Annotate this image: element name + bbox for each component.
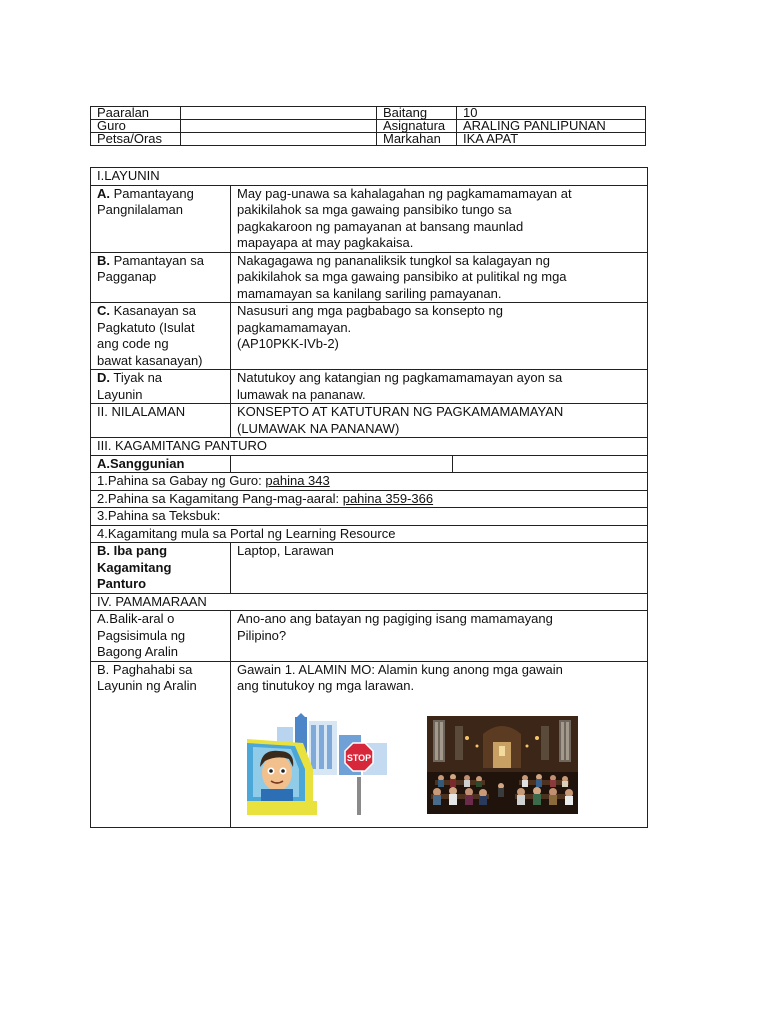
sanggunian-item-row xyxy=(91,508,648,526)
nilalaman-row xyxy=(91,404,648,438)
layunin-a-letter: A. xyxy=(97,185,110,201)
layunin-c-text xyxy=(231,303,648,370)
balik-aral-row xyxy=(91,611,648,662)
paaralan-value xyxy=(181,107,377,120)
guro-label: Guro xyxy=(91,120,181,133)
layunin-heading-row xyxy=(91,168,648,186)
church-interior-image xyxy=(427,716,578,814)
layunin-d-label xyxy=(91,370,231,404)
label-line: B. Iba pang xyxy=(97,543,168,558)
text-line: pagkamamamayan. xyxy=(237,319,352,335)
sanggunian-item-3: 3.Pahina sa Teksbuk: xyxy=(91,508,648,526)
balik-aral-text xyxy=(231,611,648,662)
activity-images xyxy=(237,695,641,827)
layunin-heading: I.LAYUNIN xyxy=(91,168,648,186)
nilalaman-text xyxy=(231,404,648,438)
layunin-b-row xyxy=(91,252,648,303)
header-row-2 xyxy=(91,120,646,133)
text-line: pakikilahok sa mga gawaing pansibiko at pulitikal ng mga xyxy=(237,269,567,284)
layunin-c-label-line: bawat kasanayan) xyxy=(97,352,203,368)
text-line: pakikilahok sa mga gawaing pansibiko tungo sa xyxy=(237,202,512,217)
driver-stop-sign-image xyxy=(247,713,389,815)
asignatura-label: Asignatura xyxy=(377,120,457,133)
text-line: Gawain 1. ALAMIN MO: Alamin kung anong mga gawain xyxy=(237,661,563,677)
layunin-c-letter: C. xyxy=(97,303,110,318)
kagamitan-heading-row xyxy=(91,438,648,456)
sanggunian-row xyxy=(91,455,648,473)
layunin-a-label-2: Pangnilalaman xyxy=(97,202,184,217)
competency-code: (AP10PKK-IVb-2) xyxy=(237,336,339,351)
lesson-plan-table xyxy=(90,167,648,828)
layunin-d-row xyxy=(91,370,648,404)
markahan-value: IKA APAT xyxy=(457,133,646,146)
paaralan-label: Paaralan xyxy=(91,107,181,120)
text-line: Nakagagawa ng pananaliksik tungkol sa kalagayan ng xyxy=(237,252,550,268)
layunin-b-label xyxy=(91,252,231,303)
iba-pang-kagamitan-row xyxy=(91,543,648,594)
sanggunian-label: A.Sanggunian xyxy=(91,455,231,473)
text-line: lumawak na pananaw. xyxy=(237,386,366,402)
label-line: Bagong Aralin xyxy=(97,644,178,659)
text-line: May pag-unawa sa kahalagahan ng pagkamamamayan at xyxy=(237,185,572,201)
paghahabi-content xyxy=(231,661,648,827)
sanggunian-item-row xyxy=(91,525,648,543)
baitang-value: 10 xyxy=(457,107,646,120)
balik-aral-label xyxy=(91,611,231,662)
text-line: Ano-ano ang batayan ng pagiging isang mamamayang xyxy=(237,611,553,626)
text-line: Nasusuri ang mga pagbabago sa konsepto ng xyxy=(237,303,503,318)
item-text: 1.Pahina sa Gabay ng Guro: xyxy=(97,473,266,488)
layunin-a-text xyxy=(231,185,648,252)
text-line: KONSEPTO AT KATUTURAN NG PAGKAMAMAMAYAN xyxy=(237,404,564,419)
baitang-label: Baitang xyxy=(377,107,457,120)
sanggunian-item-4: 4.Kagamitang mula sa Portal ng Learning Resource xyxy=(91,525,648,543)
layunin-a-label xyxy=(91,185,231,252)
asignatura-value: ARALING PANLIPUNAN xyxy=(457,120,646,133)
sanggunian-item-row xyxy=(91,473,648,491)
sanggunian-empty-cell xyxy=(453,455,648,473)
text-line: mapayapa at may pagkakaisa. xyxy=(237,235,414,250)
petsa-label: Petsa/Oras xyxy=(91,133,181,146)
layunin-c-label-line: Pagkatuto (Isulat xyxy=(97,319,195,335)
page-link: pahina 359-366 xyxy=(342,490,434,506)
pamamaraan-heading: IV. PAMAMARAAN xyxy=(91,593,648,611)
layunin-b-letter: B. xyxy=(97,252,110,268)
guro-value xyxy=(181,120,377,133)
label-line: B. Paghahabi sa xyxy=(97,661,193,677)
layunin-b-text xyxy=(231,252,648,303)
layunin-d-letter: D. xyxy=(97,370,110,385)
text-line: Natutukoy ang katangian ng pagkamamamayan ayon sa xyxy=(237,370,563,385)
sanggunian-empty-cell xyxy=(231,455,453,473)
item-text: 2.Pahina sa Kagamitang Pang-mag-aaral: xyxy=(97,490,343,506)
text-line: (LUMAWAK NA PANANAW) xyxy=(237,420,400,436)
petsa-value xyxy=(181,133,377,146)
text-line: ang tinutukoy ng mga larawan. xyxy=(237,678,415,693)
layunin-c-label-line: ang code ng xyxy=(97,336,169,351)
label-line: Pagsisimula ng xyxy=(97,627,186,643)
text-line: Pilipino? xyxy=(237,627,287,643)
layunin-c-label-1: Kasanayan sa xyxy=(110,303,197,318)
label-line: Panturo xyxy=(97,576,147,591)
sanggunian-item-2 xyxy=(91,490,648,508)
iba-pang-kagamitan-label xyxy=(91,543,231,594)
layunin-d-text xyxy=(231,370,648,404)
label-line: Kagamitang xyxy=(97,559,172,575)
layunin-d-label-1: Tiyak na xyxy=(110,370,163,385)
layunin-b-label-2: Pagganap xyxy=(97,269,157,284)
header-table xyxy=(90,106,646,146)
sanggunian-item-row xyxy=(91,490,648,508)
label-line: A.Balik-aral o xyxy=(97,611,175,626)
paghahabi-row xyxy=(91,661,648,827)
stop-sign-text: STOP xyxy=(346,752,372,763)
pamamaraan-heading-row xyxy=(91,593,648,611)
nilalaman-label: II. NILALAMAN xyxy=(91,404,231,438)
text-line: pagkakaroon ng pamayanan at bansang maunlad xyxy=(237,218,524,234)
markahan-label: Markahan xyxy=(377,133,457,146)
text-line: mamamayan sa kanilang sariling pamayanan. xyxy=(237,285,502,301)
label-line: Layunin ng Aralin xyxy=(97,678,197,693)
page-link: pahina 343 xyxy=(265,473,330,488)
paghahabi-label xyxy=(91,661,231,827)
layunin-c-label xyxy=(91,303,231,370)
sanggunian-item-1 xyxy=(91,473,648,491)
layunin-d-label-2: Layunin xyxy=(97,386,143,402)
iba-pang-kagamitan-text: Laptop, Larawan xyxy=(231,543,648,594)
header-row-3 xyxy=(91,133,646,146)
layunin-b-label-1: Pamantayan sa xyxy=(110,252,204,268)
layunin-a-row xyxy=(91,185,648,252)
layunin-a-label-1: Pamantayang xyxy=(110,185,194,201)
layunin-c-row xyxy=(91,303,648,370)
kagamitan-heading: III. KAGAMITANG PANTURO xyxy=(91,438,648,456)
